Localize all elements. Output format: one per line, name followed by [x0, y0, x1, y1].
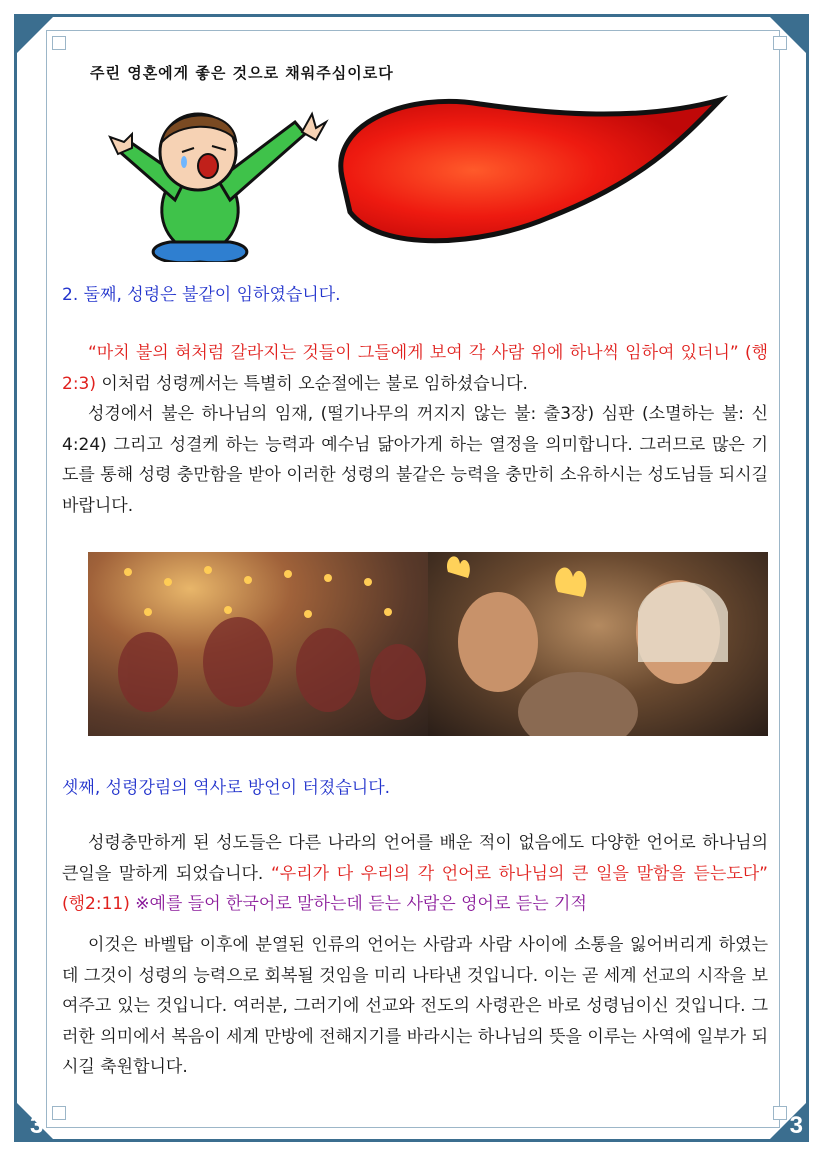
miracle-note: ※예를 들어 한국어로 말하는데 듣는 사람은 영어로 듣는 기적 — [129, 894, 587, 914]
section3-heading: 셋째, 성령강림의 역사로 방언이 터졌습니다. — [62, 778, 391, 798]
hero-caption: 주린 영혼에게 좋은 것으로 채워주심이로다 — [90, 64, 394, 82]
section2-body — [62, 338, 768, 399]
section2-after-quote: 이처럼 성령께서는 특별히 오순절에는 불로 임하셨습니다. — [96, 373, 528, 394]
pentecost-image — [88, 552, 768, 736]
scripture-quote: “우리가 다 우리의 각 언어로 하나님의 큰 일을 말함을 듣는도다” (행2:11) — [62, 863, 768, 914]
section2-heading: 2. 둘째, 성령은 불같이 임하였습니다. — [62, 285, 341, 305]
pentecost-painting-right — [428, 552, 768, 736]
frame-knot — [773, 36, 787, 50]
frame-knot — [52, 1106, 66, 1120]
fire-flame-icon — [341, 100, 720, 241]
section3-paragraph — [62, 828, 768, 920]
page-number-right: 3 — [789, 1112, 803, 1139]
child-pants-icon — [153, 242, 247, 262]
section3-paragraph2: 이것은 바벨탑 이후에 분열된 인류의 언어는 사람과 사람 사이에 소통을 잃어버리게 하였는데 그것이 성령의 능력으로 회복될 것임을 미리 나타낸 것입니다. 이는 곧 세계 선교의 시작을 보여주고 있는 것입니다. 여러분, 그러기에 선교와 전도의 사령관은 바로 성령님이신 것입니다. 그러한 의미에서 복음이 세계 만방에 전해지기를 바라시는 하나님의 뜻을 이루는 사역에 일부가 되시길 축원합니다. — [62, 935, 768, 1077]
section2-paragraph: 성경에서 불은 하나님의 임재, (떨기나무의 꺼지지 않는 불: 출3장) 심판 (소멸하는 불: 신4:24) 그리고 성결케 하는 능력과 예수님 닮아가게 하는 열정을 의미합니다. 그러므로 많은 기도를 통해 성령 충만함을 받아 이러한 성령의 불같은 능력을 충만히 소유하시는 성도님들 되시길 바랍니다. — [62, 404, 768, 516]
hero-illustration — [80, 62, 740, 262]
hungry-child-fire-drawing — [80, 82, 740, 262]
section3-paragraph-start: 성령충만하게 된 성도들은 다른 나라의 언어를 배운 적이 없음에도 다양한 언어로 하나님의 큰일을 말하게 되었습니다. — [62, 833, 768, 884]
page-number-left: 3 — [30, 1112, 44, 1139]
pentecost-painting-left — [88, 552, 428, 736]
frame-knot — [52, 36, 66, 50]
frame-knot — [773, 1106, 787, 1120]
scripture-quote: “마치 불의 혀처럼 갈라지는 것들이 그들에게 보여 각 사람 위에 하나씩 임하여 있더니” (행2:3) — [62, 343, 768, 394]
